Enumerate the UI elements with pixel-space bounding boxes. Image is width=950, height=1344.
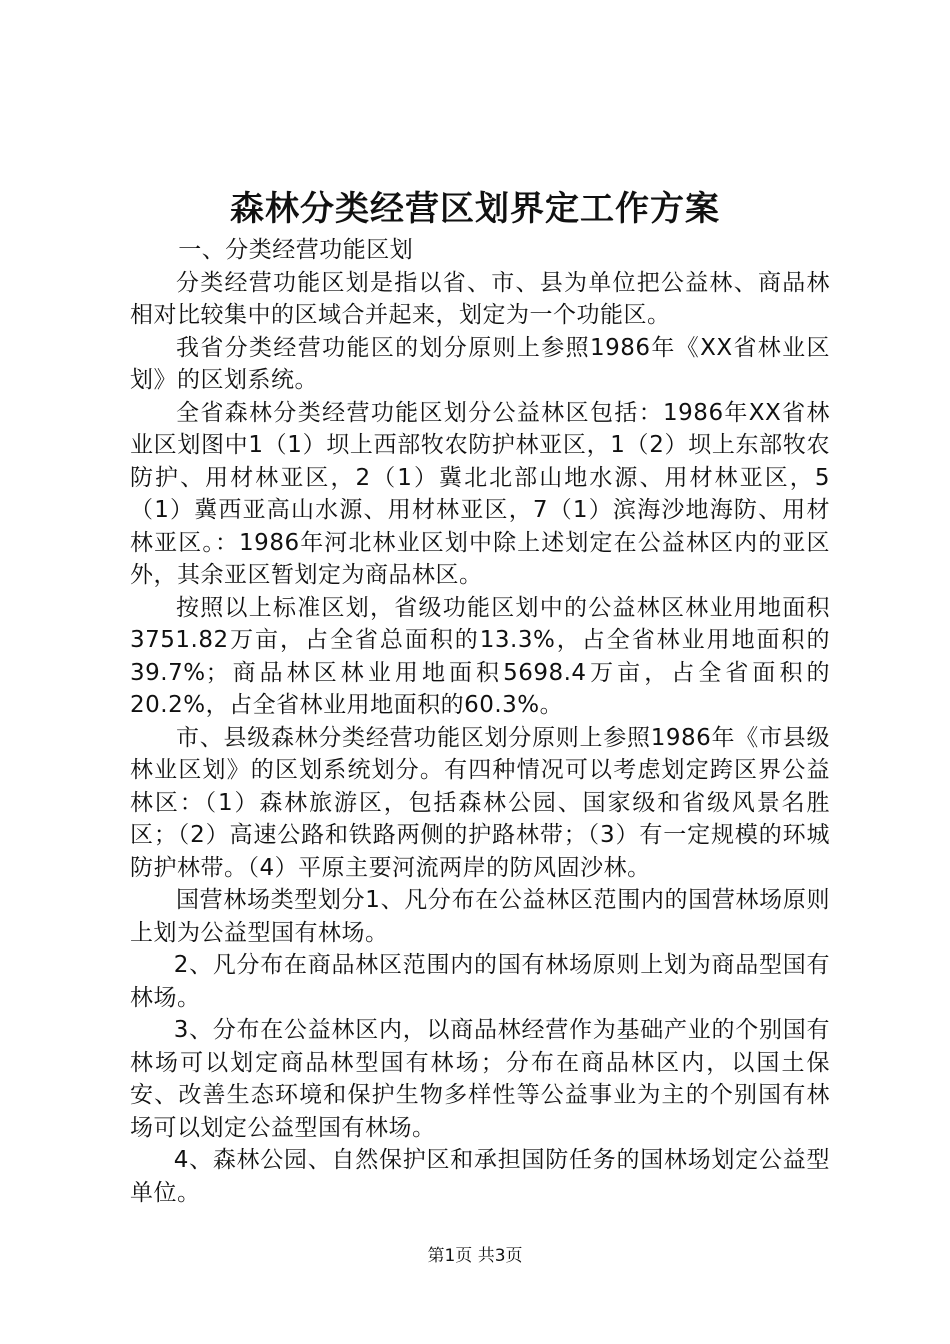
paragraph: 分类经营功能区划是指以省、市、县为单位把公益林、商品林相对比较集中的区域合并起来，划定为一个功能区。 <box>130 269 830 328</box>
page-number-footer: 第1页 共3页 <box>427 1246 523 1266</box>
list-item: 3、分布在公益林区内，以商品林经营作为基础产业的个别国有林场可以划定商品林型国有林场；分布在商品林区内，以国土保安、改善生态环境和保护生物多样性等公益事业为主的个别国有林场可以划定公益型国有林场。 <box>130 1017 830 1141</box>
paragraph: 我省分类经营功能区的划分原则上参照1986年《XX省林业区划》的区划系统。 <box>130 334 830 393</box>
paragraph: 国营林场类型划分1、凡分布在公益林区范围内的国营林场原则上划为公益型国有林场。 <box>130 887 830 946</box>
list-item: 4、森林公园、自然保护区和承担国防任务的国林场划定公益型单位。 <box>130 1147 830 1206</box>
list-item: 2、凡分布在商品林区范围内的国有林场原则上划为商品型国有林场。 <box>130 952 830 1011</box>
paragraph: 全省森林分类经营功能区划分公益林区包括：1986年XX省林业区划图中1（1）坝上西部牧农防护林亚区，1（2）坝上东部牧农防护、用材林亚区，2（1）冀北北部山地水源、用材林亚区，5（1）冀西亚高山水源、用材林亚区，7（1）滨海沙地海防、用材林亚区。：1986年河北林业区划中除上述划定在公益林区内的亚区外，其余亚区暂划定为商品林区。 <box>130 399 830 588</box>
document-title: 森林分类经营区划界定工作方案 <box>230 189 720 229</box>
section-heading: 一、分类经营功能区划 <box>178 237 414 263</box>
document-body <box>130 234 830 1209</box>
paragraph: 市、县级森林分类经营功能区划分原则上参照1986年《市县级林业区划》的区划系统划分。有四种情况可以考虑划定跨区界公益林区：（1）森林旅游区，包括森林公园、国家级和省级风景名胜区；（2）高速公路和铁路两侧的护路林带；（3）有一定规模的环城防护林带。（4）平原主要河流两岸的防风固沙林。 <box>130 724 830 881</box>
paragraph: 按照以上标准区划，省级功能区划中的公益林区林业用地面积3751.82万亩，占全省总面积的13.3%，占全省林业用地面积的39.7%；商品林区林业用地面积5698.4万亩，占全省面积的20.2%，占全省林业用地面积的60.3%。 <box>130 594 830 718</box>
